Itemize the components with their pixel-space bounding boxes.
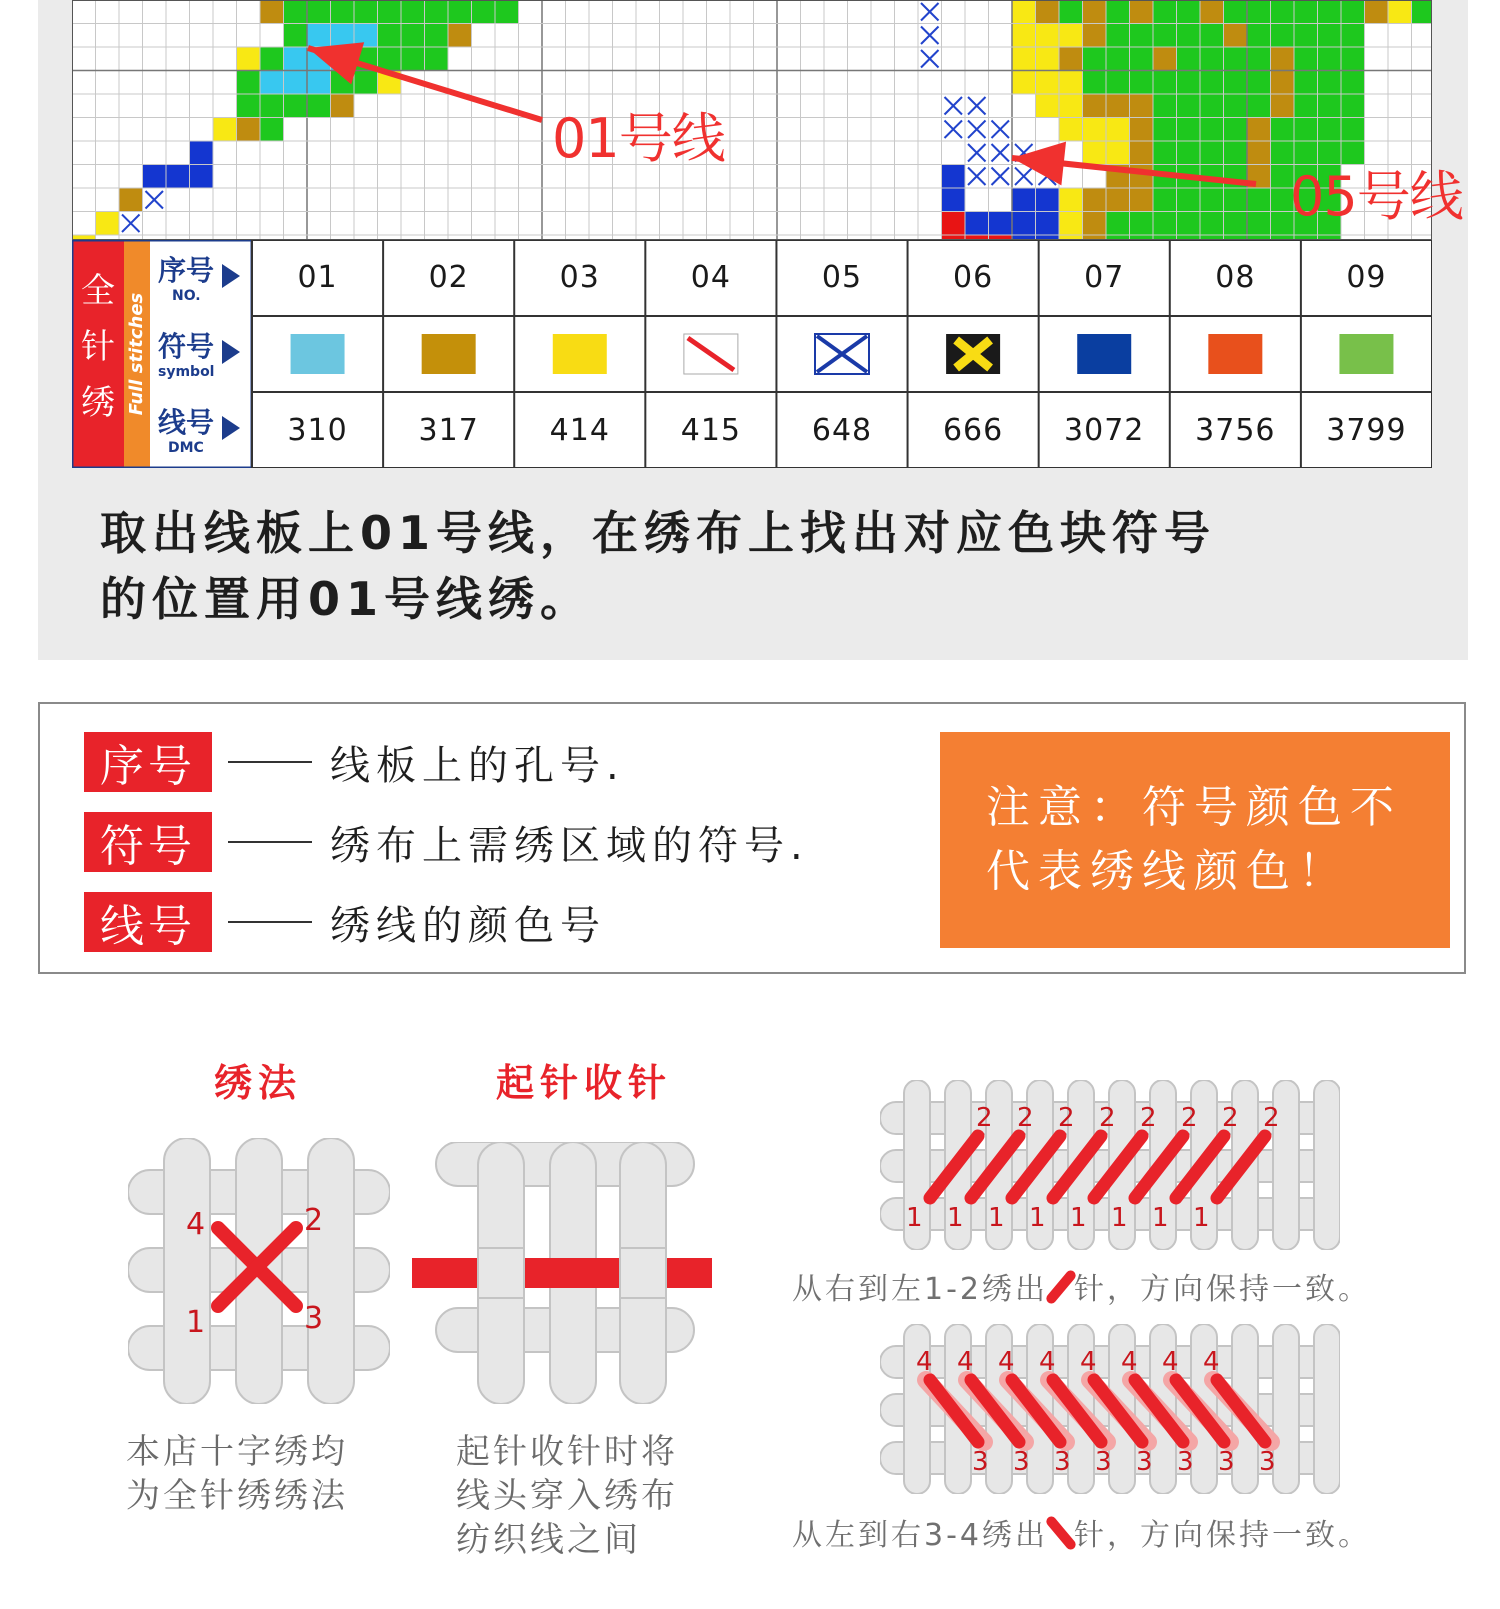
stitch-number: 3 [1218,1447,1235,1477]
legend-dmc: 414 [549,413,610,448]
side-label-char-3: 绣 [81,383,115,423]
definition-row-no [84,732,625,792]
grid-cell [1177,71,1201,95]
grid-cell [1012,0,1036,24]
legend-symbol-swatch [1208,334,1262,374]
grid-cell [1294,47,1318,71]
caption-line: 线头穿入绣布 [456,1476,678,1516]
grid-cell [942,188,966,212]
grid-cell [1083,212,1107,236]
grid-cell [989,212,1013,236]
grid-cell [1153,94,1177,118]
grid-cell [1130,212,1154,236]
grid-cell [1247,212,1271,236]
dash-divider [228,921,312,923]
grid-cell [1036,212,1060,236]
grid-cell [1294,24,1318,48]
grid-cell [1200,141,1224,165]
stitch-number: 4 [1121,1347,1138,1377]
stitch-number: 4 [1080,1347,1097,1377]
grid-cell [401,47,425,71]
grid-cell [1106,141,1130,165]
grid-cell [1106,0,1130,24]
caption-text: 针，方向保持一致。 [1074,1518,1371,1553]
grid-cell [260,118,284,142]
grid-cell [1200,47,1224,71]
caption-line: 起针收针时将 [456,1432,678,1472]
grid-cell [1130,47,1154,71]
grid-cell [1224,0,1248,24]
grid-cell [119,188,143,212]
stitch-number: 4 [1039,1347,1056,1377]
grid-cell [1224,188,1248,212]
grid-cell [1271,94,1295,118]
grid-cell [237,118,261,142]
grid-cell [1294,71,1318,95]
side-label-char-2: 针 [81,327,115,367]
row-label-no: 序号 [158,254,215,287]
stitch-method-caption [126,1430,348,1518]
grid-cell [1271,71,1295,95]
stitch-label: 4 [186,1207,206,1242]
grid-cell [1247,71,1271,95]
notice-line-2: 代表绣线颜色！ [986,846,1350,897]
grid-cell [331,24,355,48]
stitch-number: 3 [1136,1447,1153,1477]
grid-cell [1318,0,1342,24]
grid-cell [378,24,402,48]
legend-dmc: 3799 [1326,413,1407,448]
grid-cell [1247,94,1271,118]
grid-cell [965,212,989,236]
grid-cell [1200,0,1224,24]
legend-symbol-swatch [291,334,345,374]
grid-cell [378,0,402,24]
grid-cell [1130,141,1154,165]
legend-dmc: 317 [418,413,479,448]
grid-cell [1012,47,1036,71]
row-stitch-diagram-right-to-left [880,1080,1340,1250]
back-slash-stitch-icon [1044,1514,1077,1551]
stitch-number: 3 [1095,1447,1112,1477]
grid-cell [1341,24,1365,48]
legend-dmc: 3072 [1064,413,1145,448]
grid-cell [1365,0,1389,24]
grid-cell [495,0,519,24]
grid-cell [1153,212,1177,236]
grid-cell [284,71,308,95]
grid-cell [307,94,331,118]
grid-cell [1177,212,1201,236]
grid-cell [378,47,402,71]
legend-no: 09 [1346,260,1387,295]
grid-cell [307,71,331,95]
grid-cell [1130,118,1154,142]
row-stitch-caption-1 [792,1264,1371,1308]
grid-cell [1177,188,1201,212]
grid-cell [1318,47,1342,71]
legend-dmc: 648 [811,413,873,448]
grid-cell [1083,0,1107,24]
grid-cell [1059,0,1083,24]
legend-dmc: 3756 [1195,413,1276,448]
instruction-line-1: 取出线板上01号线，在绣布上找出对应色块符号 [100,506,1217,560]
stitch-number: 4 [1162,1347,1179,1377]
grid-cell [1294,94,1318,118]
grid-cell [1059,24,1083,48]
grid-cell [1224,71,1248,95]
stitch-number: 2 [1263,1103,1280,1133]
row-label-no-en: NO. [172,288,201,304]
instruction-text [100,500,1400,632]
grid-cell [1106,94,1130,118]
grid-cell [1083,94,1107,118]
stitch-method-title: 绣法 [214,1061,303,1105]
grid-cell [284,47,308,71]
grid-cell [425,24,449,48]
grid-cell [425,0,449,24]
stitch-number: 3 [972,1447,989,1477]
grid-cell [1106,71,1130,95]
stitch-number: 2 [1222,1103,1239,1133]
grid-cell [1153,47,1177,71]
caption-text: 从右到左1-2绣出 [792,1272,1048,1307]
grid-cell [190,165,214,189]
grid-cell [942,165,966,189]
row-stitch-caption-2 [792,1510,1371,1554]
stitch-number: 4 [957,1347,974,1377]
grid-cell [1059,118,1083,142]
definition-tag: 符号 [84,812,212,872]
legend-cells [252,240,1432,468]
grid-cell [1083,71,1107,95]
row-label-symbol-en: symbol [158,364,215,380]
callout-thread-05: 05号线 [1290,165,1463,228]
fabric-thread [1314,1324,1340,1494]
legend-no: 06 [953,260,994,295]
stitch-number: 1 [988,1203,1005,1233]
grid-cell [1059,212,1083,236]
grid-cell [1036,24,1060,48]
stitch-number: 2 [1017,1103,1034,1133]
grid-cell [1106,212,1130,236]
grid-cell [1200,94,1224,118]
legend-symbol-swatch [422,334,476,374]
fabric-thread [1273,1324,1299,1494]
grid-cell [1224,47,1248,71]
legend-no: 03 [559,260,600,295]
stitch-number: 2 [1058,1103,1075,1133]
grid-cell [472,0,496,24]
stitch-number: 1 [1111,1203,1128,1233]
grid-cell [260,0,284,24]
legend-no: 05 [821,260,863,295]
grid-cell [1083,141,1107,165]
grid-cell [1012,24,1036,48]
stitch-number: 2 [1099,1103,1116,1133]
grid-cell [1224,24,1248,48]
grid-cell [1012,212,1036,236]
legend-dmc: 310 [287,413,348,448]
side-label-english: Full stitches [126,292,147,416]
grid-cell [1106,188,1130,212]
grid-cell [1130,24,1154,48]
dash-divider [228,761,312,763]
caption-text: 从左到右3-4绣出 [792,1518,1048,1553]
grid-cell [1247,47,1271,71]
grid-cell [1224,141,1248,165]
grid-cell [1036,188,1060,212]
grid-cell [1388,0,1412,24]
stitch-number: 4 [998,1347,1015,1377]
grid-cell [166,165,190,189]
grid-cell [1271,0,1295,24]
grid-cell [1341,94,1365,118]
grid-cell [1200,188,1224,212]
grid-cell [1341,0,1365,24]
legend-symbol-swatch [1077,334,1131,374]
grid-cell [190,141,214,165]
dash-divider [228,841,312,843]
start-finish-diagram [412,1142,712,1404]
grid-cell [1294,118,1318,142]
grid-cell [1130,71,1154,95]
grid-cell [1012,188,1036,212]
row-label-dmc-en: DMC [168,440,204,456]
grid-cell [284,94,308,118]
grid-cell [1341,71,1365,95]
stitch-number: 1 [1070,1203,1087,1233]
stitch-label: 3 [304,1301,324,1336]
grid-cell [1083,47,1107,71]
grid-cell [1177,0,1201,24]
start-finish-caption [456,1430,678,1562]
grid-cell [1341,118,1365,142]
stitch-number: 2 [976,1103,993,1133]
definition-text: 线板上的孔号. [330,742,625,789]
grid-cell [401,0,425,24]
grid-cell [1318,118,1342,142]
grid-cell [1271,118,1295,142]
grid-cell [96,212,120,236]
grid-cell [1224,118,1248,142]
stitch-number: 2 [1140,1103,1157,1133]
definition-row-symbol [84,812,809,872]
legend-no: 02 [428,260,469,295]
grid-cell [942,212,966,236]
grid-cell [1106,118,1130,142]
grid-cell [307,24,331,48]
stitch-number: 1 [1193,1203,1210,1233]
stitch-number: 3 [1177,1447,1194,1477]
grid-cell [331,0,355,24]
stitch-number: 2 [1181,1103,1198,1133]
grid-cell [1059,71,1083,95]
grid-cell [1036,94,1060,118]
instruction-line-2: 的位置用01号线绣。 [100,572,593,626]
grid-cell [1036,47,1060,71]
legend-no: 01 [297,260,338,295]
grid-cell [1153,141,1177,165]
grid-cell [1247,188,1271,212]
stitch-number: 1 [947,1203,964,1233]
grid-cell [1318,71,1342,95]
cross-stitch-diagram [128,1138,390,1404]
legend-dmc: 666 [942,413,1004,448]
grid-cell [1318,24,1342,48]
grid-cell [284,0,308,24]
grid-cell [1083,188,1107,212]
stitch-label: 1 [186,1305,206,1340]
stitch-label: 2 [304,1203,324,1238]
definition-tag: 线号 [84,892,212,952]
stitch-number: 1 [1029,1203,1046,1233]
grid-cell [1271,24,1295,48]
caption-text: 针，方向保持一致。 [1074,1272,1371,1307]
thread-legend-table [72,240,1432,468]
row-label-dmc: 线号 [158,406,215,439]
stitch-number: 3 [1054,1447,1071,1477]
grid-cell [1271,47,1295,71]
pattern-grid [72,0,1432,240]
notice-line-1: 注意：符号颜色不 [986,782,1402,833]
legend-no: 08 [1215,260,1256,295]
grid-cell [1059,47,1083,71]
grid-cell [237,71,261,95]
grid-cell [1318,94,1342,118]
definition-text: 绣布上需绣区域的符号. [330,822,809,869]
grid-cell [143,165,167,189]
legend-dmc: 415 [680,413,742,448]
stitch-number: 3 [1259,1447,1276,1477]
grid-cell [260,47,284,71]
grid-cell [1247,0,1271,24]
definition-tag: 序号 [84,732,212,792]
grid-cell [1153,71,1177,95]
grid-cell [331,94,355,118]
grid-cell [237,47,261,71]
grid-cell [1177,118,1201,142]
legend-no: 07 [1084,260,1125,295]
side-label-char-1: 全 [81,271,115,311]
stitch-number: 3 [1013,1447,1030,1477]
start-finish-title: 起针收针 [496,1061,673,1105]
notice-box [940,732,1450,948]
grid-cell [1130,188,1154,212]
grid-cell [1153,188,1177,212]
grid-cell [1247,24,1271,48]
grid-cell [1247,118,1271,142]
grid-cell [260,94,284,118]
grid-cell [1200,212,1224,236]
callout-thread-01: 01号线 [552,107,725,170]
grid-cell [213,118,237,142]
grid-cell [1200,24,1224,48]
grid-cell [1341,47,1365,71]
grid-cell [1036,71,1060,95]
grid-cell [284,24,308,48]
grid-cell [307,0,331,24]
grid-cell [1177,24,1201,48]
legend-symbol-swatch [1339,334,1393,374]
row-label-symbol: 符号 [158,330,215,363]
fabric-thread [1314,1080,1340,1250]
grid-cell [260,71,284,95]
grid-cell [1177,141,1201,165]
grid-cell [1130,0,1154,24]
grid-cell [1059,94,1083,118]
definitions-box [38,702,1466,974]
grid-cell [1106,24,1130,48]
grid-cell [1177,94,1201,118]
grid-cell [1200,71,1224,95]
definition-row-dmc [84,892,606,952]
grid-cell [1083,24,1107,48]
stitch-number: 1 [1152,1203,1169,1233]
grid-cell [1106,47,1130,71]
grid-cell [1153,24,1177,48]
grid-cell [1036,0,1060,24]
grid-cell [1059,188,1083,212]
grid-cell [1294,0,1318,24]
grid-cell [1247,141,1271,165]
grid-cell [448,24,472,48]
grid-cell [1224,94,1248,118]
stitch-number: 4 [1203,1347,1220,1377]
grid-cell [237,94,261,118]
grid-cell [1412,0,1433,24]
row-stitch-diagram-left-to-right [880,1324,1340,1494]
grid-cell [1012,71,1036,95]
forward-slash-stitch-icon [1044,1268,1077,1305]
grid-cell [1200,118,1224,142]
stitch-number: 1 [906,1203,923,1233]
caption-line: 为全针绣绣法 [126,1476,348,1516]
legend-no: 04 [690,260,731,295]
grid-cell [354,0,378,24]
stitch-number: 4 [916,1347,933,1377]
grid-cell [1083,118,1107,142]
grid-cell [401,24,425,48]
grid-cell [1153,0,1177,24]
grid-cell [354,71,378,95]
grid-cell [1224,212,1248,236]
caption-line: 纺织线之间 [456,1520,641,1560]
caption-line: 本店十字绣均 [126,1432,348,1472]
grid-cell [448,0,472,24]
grid-cell [1153,118,1177,142]
grid-cell [1177,47,1201,71]
legend-symbol-swatch [553,334,607,374]
definition-text: 绣线的颜色号 [330,902,606,949]
grid-cell [1130,94,1154,118]
grid-cell [425,47,449,71]
